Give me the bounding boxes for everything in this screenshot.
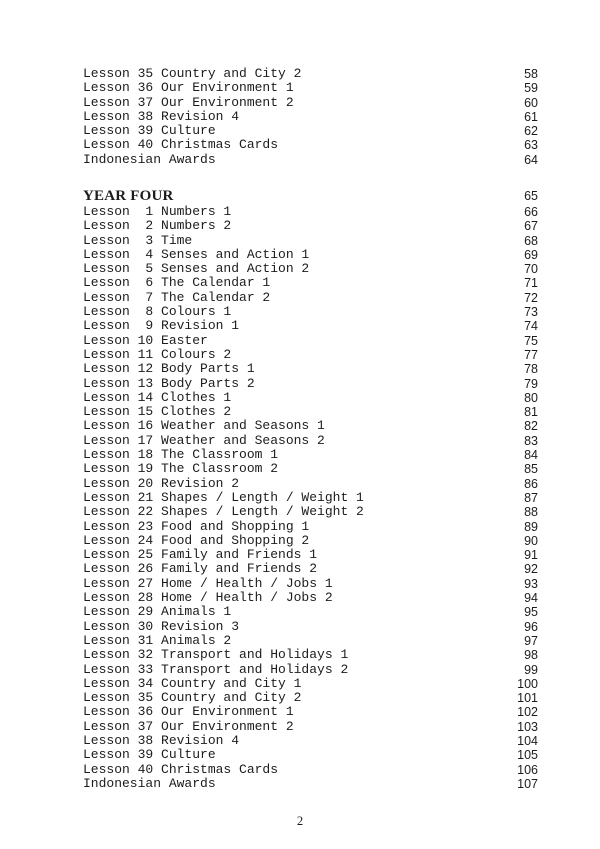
toc-entry-title: Lesson 38 Revision 4 xyxy=(83,732,240,748)
toc-entry xyxy=(83,305,538,319)
toc-entry-title: Lesson 8 Colours 1 xyxy=(83,304,232,320)
toc-entry xyxy=(83,219,538,233)
toc-entry xyxy=(83,663,538,677)
toc-entry xyxy=(83,605,538,619)
toc-entry xyxy=(83,777,538,791)
toc-entry xyxy=(83,448,538,462)
toc-continued-section xyxy=(83,67,538,167)
toc-entry-title: Lesson 21 Shapes / Length / Weight 1 xyxy=(83,489,364,505)
toc-entry-page: 105 xyxy=(517,748,538,763)
toc-entry-title: Lesson 1 Numbers 1 xyxy=(83,204,232,219)
toc-entry xyxy=(83,291,538,305)
toc-entry-page: 77 xyxy=(524,347,538,362)
toc-entry xyxy=(83,110,538,124)
toc-entry-page: 92 xyxy=(524,562,538,577)
toc-entry-title: Lesson 34 Country and City 1 xyxy=(83,675,302,691)
toc-entry-page: 90 xyxy=(524,533,538,548)
toc-entry-title: Lesson 30 Revision 3 xyxy=(83,618,240,634)
toc-entry-title: Lesson 11 Colours 2 xyxy=(83,346,232,362)
toc-entry xyxy=(83,477,538,491)
toc-entry-title: Lesson 32 Transport and Holidays 1 xyxy=(83,647,349,663)
section-heading-title: YEAR FOUR xyxy=(83,188,174,204)
toc-entry-page: 68 xyxy=(524,233,538,248)
toc-entry-title: Lesson 23 Food and Shopping 1 xyxy=(83,518,310,534)
toc-entry xyxy=(83,534,538,548)
toc-entry-page: 79 xyxy=(524,376,538,391)
toc-entry-title: Lesson 40 Christmas Cards xyxy=(83,137,279,153)
toc-entry-title: Lesson 5 Senses and Action 2 xyxy=(83,261,310,277)
toc-entry-page: 63 xyxy=(524,138,538,153)
toc-entry xyxy=(83,124,538,138)
toc-entry-title: Lesson 4 Senses and Action 1 xyxy=(83,246,310,262)
toc-entry xyxy=(83,505,538,519)
toc-entry xyxy=(83,348,538,362)
toc-entry-title: Lesson 28 Home / Health / Jobs 2 xyxy=(83,590,333,606)
toc-entry xyxy=(83,763,538,777)
toc-entry xyxy=(83,434,538,448)
toc-entry-title: Lesson 7 The Calendar 2 xyxy=(83,289,271,305)
toc-entry xyxy=(83,691,538,705)
toc-entry-page: 81 xyxy=(524,405,538,420)
toc-entry-title: Lesson 6 The Calendar 1 xyxy=(83,275,271,291)
toc-entry xyxy=(83,705,538,719)
toc-entry-title: Lesson 24 Food and Shopping 2 xyxy=(83,532,310,548)
toc-entry-title: Lesson 39 Culture xyxy=(83,747,216,763)
toc-entry-page: 60 xyxy=(524,95,538,110)
toc-entry-page: 85 xyxy=(524,462,538,477)
toc-entry xyxy=(83,362,538,376)
toc-entry xyxy=(83,462,538,476)
toc-entry-title: Lesson 12 Body Parts 1 xyxy=(83,361,255,377)
toc-entry-title: Lesson 37 Our Environment 2 xyxy=(83,718,294,734)
toc-entry-page: 107 xyxy=(517,776,538,791)
toc-entry-page: 80 xyxy=(524,390,538,405)
toc-entry xyxy=(83,96,538,110)
toc-entry xyxy=(83,391,538,405)
toc-entry-page: 67 xyxy=(524,219,538,234)
toc-entry-title: Lesson 9 Revision 1 xyxy=(83,318,240,334)
toc-entry-title: Lesson 29 Animals 1 xyxy=(83,604,232,620)
toc-entry-page: 71 xyxy=(524,276,538,291)
toc-entry-title: Indonesian Awards xyxy=(83,151,216,167)
toc-entry xyxy=(83,67,538,81)
toc-entry-page: 84 xyxy=(524,448,538,463)
toc-entry-title: Lesson 25 Family and Friends 1 xyxy=(83,547,318,563)
toc-entry-page: 62 xyxy=(524,124,538,139)
toc-entry-title: Lesson 19 The Classroom 2 xyxy=(83,461,279,477)
toc-entry-page: 102 xyxy=(517,705,538,720)
toc-entry xyxy=(83,276,538,290)
toc-entry xyxy=(83,591,538,605)
toc-entry xyxy=(83,634,538,648)
toc-entry-page: 104 xyxy=(517,733,538,748)
section-heading xyxy=(83,188,538,205)
toc-entry xyxy=(83,577,538,591)
toc-entry-title: Lesson 16 Weather and Seasons 1 xyxy=(83,418,325,434)
section-heading-page: 65 xyxy=(524,189,538,203)
toc-entry xyxy=(83,234,538,248)
toc-entry-list xyxy=(83,205,538,791)
toc-entry xyxy=(83,334,538,348)
toc-entry-title: Lesson 14 Clothes 1 xyxy=(83,389,232,405)
toc-entry-page: 78 xyxy=(524,362,538,377)
toc-entry xyxy=(83,419,538,433)
toc-entry xyxy=(83,562,538,576)
toc-entry-title: Lesson 15 Clothes 2 xyxy=(83,404,232,420)
toc-entry xyxy=(83,520,538,534)
toc-entry-page: 58 xyxy=(524,67,538,81)
toc-entry xyxy=(83,405,538,419)
toc-entry-page: 98 xyxy=(524,648,538,663)
toc-entry-page: 72 xyxy=(524,290,538,305)
toc-entry-title: Lesson 3 Time xyxy=(83,232,193,248)
toc-entry-title: Indonesian Awards xyxy=(83,775,216,791)
toc-entry-page: 94 xyxy=(524,591,538,606)
toc-entry-page: 100 xyxy=(517,676,538,691)
toc-entry-title: Lesson 13 Body Parts 2 xyxy=(83,375,255,391)
toc-entry-title: Lesson 38 Revision 4 xyxy=(83,108,240,124)
footer-page-number: 2 xyxy=(296,814,304,828)
toc-entry-title: Lesson 31 Animals 2 xyxy=(83,632,232,648)
toc-entry xyxy=(83,620,538,634)
toc-entry-title: Lesson 2 Numbers 2 xyxy=(83,218,232,234)
toc-entry-page: 89 xyxy=(524,519,538,534)
toc-entry xyxy=(83,377,538,391)
toc-entry-title: Lesson 36 Our Environment 1 xyxy=(83,704,294,720)
toc-entry xyxy=(83,248,538,262)
toc-entry-title: Lesson 10 Easter xyxy=(83,332,208,348)
toc-entry xyxy=(83,81,538,95)
toc-entry-title: Lesson 40 Christmas Cards xyxy=(83,761,279,777)
toc-entry-page: 99 xyxy=(524,662,538,677)
toc-entry-page: 103 xyxy=(517,719,538,734)
toc-entry-page: 74 xyxy=(524,319,538,334)
toc-entry-page: 73 xyxy=(524,305,538,320)
toc-entry xyxy=(83,748,538,762)
toc-entry xyxy=(83,548,538,562)
toc-entry-page: 93 xyxy=(524,576,538,591)
toc-entry xyxy=(83,138,538,152)
toc-entry-page: 88 xyxy=(524,505,538,520)
toc-entry-page: 87 xyxy=(524,490,538,505)
toc-entry-page: 70 xyxy=(524,262,538,277)
toc-entry-page: 82 xyxy=(524,419,538,434)
toc-entry xyxy=(83,319,538,333)
toc-entry xyxy=(83,153,538,167)
toc-entry-title: Lesson 18 The Classroom 1 xyxy=(83,447,279,463)
toc-entry-page: 83 xyxy=(524,433,538,448)
toc-entry-page: 59 xyxy=(524,81,538,96)
toc-entry-page: 95 xyxy=(524,605,538,620)
toc-entry-page: 91 xyxy=(524,548,538,563)
toc-entry-title: Lesson 17 Weather and Seasons 2 xyxy=(83,432,325,448)
toc-entry-title: Lesson 26 Family and Friends 2 xyxy=(83,561,318,577)
toc-entry-page: 101 xyxy=(517,691,538,706)
toc-entry xyxy=(83,677,538,691)
toc-entry-page: 96 xyxy=(524,619,538,634)
toc-entry xyxy=(83,734,538,748)
toc-entry-title: Lesson 22 Shapes / Length / Weight 2 xyxy=(83,504,364,520)
toc-entry xyxy=(83,205,538,219)
toc-entry-title: Lesson 37 Our Environment 2 xyxy=(83,94,294,110)
toc-entry-page: 86 xyxy=(524,476,538,491)
toc-entry xyxy=(83,491,538,505)
toc-entry-page: 106 xyxy=(517,762,538,777)
toc-entry-title: Lesson 27 Home / Health / Jobs 1 xyxy=(83,575,333,591)
toc-year-four-section xyxy=(83,188,538,791)
toc-entry-page: 69 xyxy=(524,247,538,262)
toc-entry xyxy=(83,648,538,662)
toc-entry-page: 75 xyxy=(524,333,538,348)
toc-entry-page: 61 xyxy=(524,109,538,124)
toc-entry xyxy=(83,262,538,276)
toc-entry-page: 64 xyxy=(524,152,538,167)
toc-entry-page: 97 xyxy=(524,633,538,648)
toc-entry xyxy=(83,720,538,734)
toc-entry-title: Lesson 35 Country and City 2 xyxy=(83,690,302,706)
toc-entry-title: Lesson 20 Revision 2 xyxy=(83,475,240,491)
toc-entry-title: Lesson 39 Culture xyxy=(83,123,216,139)
toc-entry-title: Lesson 33 Transport and Holidays 2 xyxy=(83,661,349,677)
toc-entry-page: 66 xyxy=(524,205,538,219)
toc-entry-title: Lesson 36 Our Environment 1 xyxy=(83,80,294,96)
toc-entry-title: Lesson 35 Country and City 2 xyxy=(83,66,302,81)
